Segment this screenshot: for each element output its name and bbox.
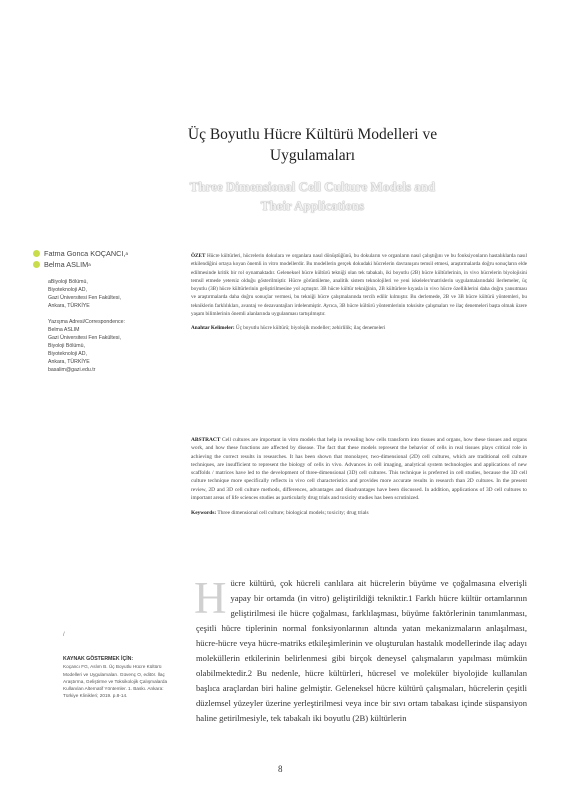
- title-english-line-1: Three Dimensional Cell Culture Models and: [189, 179, 436, 194]
- affiliation-line: Biyoteknoloji AD,: [48, 287, 87, 293]
- abstract-section: [191, 436, 527, 518]
- citation-text: Koçancı FG, Aslım B. Üç Boyutlu Hücre Kültürü Modelleri ve Uygulamaları. Güvenç O, editör. İlaç Araştırma, Geliştirme ve Toksikolojik Çalışmalarda Kullanılan Alternatif Yöntemler. 1. Baskı. Ankara: Türkiye Klinikleri; 2019. p.8-14.: [63, 664, 168, 699]
- ozet-keywords: [191, 324, 527, 332]
- citation-slash: /: [63, 632, 65, 638]
- author-sidebar: [44, 248, 168, 374]
- page-number: 8: [278, 764, 283, 774]
- title-turkish-line-2: Uygulamaları: [269, 147, 356, 164]
- correspondence-line: Gazi Üniversitesi Fen Fakültesi,: [48, 335, 121, 341]
- body-paragraph: ücre kültürü, çok hücreli canlılara ait hücrelerin büyüme ve çoğalmasına elverişli yapay bir ortamda (in vitro) geliştirildiği tekniktir.1 Farklı hücre kültür ortamlarının geliştirilmesi ile hücre çoğalması, farklılaşması, büyüme faktörlerinin tanımlanması, çeşitli hücre tiplerinin normal fonksiyonlarının altında yatan mekanizmaların anlaşılması, hücre-hücre veya hücre-matriks etkileşimlerinin ve oluşturulan hastalık modellerinde ilaç adayı moleküllerin etkilerinin belirlenmesi gibi birçok deneysel çalışmaların yapılması mümkün olabilmektedir.2 Bu nedenle, hücre kültürleri, hücresel ve moleküler biyolojide kullanılan başlıca araçlardan biri haline gelmiştir. Geleneksel hücre kültürü çalışmaları, hücrelerin çeşitli düzlemsel yüzeyler üzerine yerleştirilmesi veya ince bir sıvı ortam tabakası içinde süspansiyon haline getirilmesiyle, tek tabakalı iki boyutlu (2B) kültürlerin: [196, 578, 527, 723]
- correspondence-line: Biyoloji Bölümü,: [48, 343, 85, 349]
- correspondence-line: Biyoteknoloji AD,: [48, 351, 87, 357]
- ozet-keywords-label: Anahtar Kelimeler:: [191, 325, 235, 332]
- body-text: [194, 573, 527, 726]
- drop-cap: H: [194, 573, 227, 623]
- affiliation-line: Gazi Üniversitesi Fen Fakültesi,: [48, 295, 121, 301]
- citation-heading: KAYNAK GÖSTERMEK İÇİN:: [63, 656, 134, 662]
- abstract-text: Cell cultures are important in vitro models that help in revealing how cells transform into tissues and organs, how these tissues and organs work, and how these functions are affected by disease. The fact that these models represent the behavior of cells in real tissues plays critical role in achieving the correct results in researches. It has been shown that monolayer, two-dimensional (2D) cell cultures, which are traditional cell culture techniques, are insufficient to represent the biology of cells in vivo. Advances in cell imaging, analytical system technologies and applications of new scaffolds / matrices have led to the development of three-dimensional (3D) cell cultures. This technique is preferred in cell studies, because the 3D cell culture technique more specifically reflects in vivo cell characteristics and provides more accurate results in research than 2D cultures. In the present review, 2D and 3D cell culture methods, differences, advantages and disadvantages have been discussed. In addition, applications of 3D cell cultures to important areas of life sciences studies as particularly drug trials and toxicity studies has been scrutinized.: [191, 437, 527, 502]
- abstract-keywords: [191, 509, 527, 517]
- ozet-label: ÖZET: [191, 253, 206, 259]
- author-1-name: Fatma Gonca KOÇANCI,: [44, 249, 126, 258]
- orcid-icon: [33, 250, 40, 257]
- title-english-line-2: Their Applications: [260, 198, 365, 213]
- ozet-text: Hücre kültürleri, hücrelerin dokulara ve organlara nasıl dönüştüğünü, bu dokuların ve organların nasıl çalıştığını ve bu fonksiyonların hastalıklarda nasıl etkilendiğini ortaya koyan önemli in vitro modellerdir. Bu modellerin gerçek dokudaki hücrelerin davranışını temsil etmesi, araştırmalarda doğru sonuçların elde edilmesinde kritik bir rol oynamaktadır. Geleneksel hücre kültürü tekniği olan tek tabakalı, iki boyutlu (2B) hücre kültürlerinin, in vivo hücrelerin biyolojisini temsil etmede yetersiz olduğu gösterilmiştir. Hücre görüntüleme, analitik sistem teknolojileri ve yeni iskeleler/matrislerin uygulamalarındaki ilerlemeler, üç boyutlu (3B) hücre kültürlerinin geliştirilmesine yol açmıştır. 3B hücre kültür tekniğinin, 2B kültürlere kıyasla in vivo hücre özelliklerini daha doğru yansıtması ve araştırmalarda daha doğru sonuçlar vermesi, bu tekniği hücre çalışmalarında tercih edilir kılmıştır. Bu derlemede, 2B ve 3B hücre kültürü yöntemleri, bu tekniklerin farklılıkları, avantaj ve dezavantajları irdelenmiştir. Ayrıca, 3B hücre kültürü yöntemlerinin toksisite çalışmaları ve ilaç denemeleri başta olmak üzere yaşam bilimlerinin önemli alanlarında uygulanması tartışılmıştır.: [191, 253, 527, 318]
- ozet-keywords-text: Üç boyutlu hücre kültürü; biyolojik modeller; zehirlilik; ilaç denemeleri: [235, 325, 386, 332]
- correspondence-line: Ankara, TÜRKİYE: [48, 359, 90, 365]
- author-1-sup: a: [125, 251, 129, 256]
- ozet-section: [191, 252, 527, 333]
- title-english: [150, 177, 475, 215]
- affiliation-line: Ankara, TÜRKİYE: [48, 303, 90, 309]
- author-2: [33, 259, 168, 270]
- correspondence-line: Yazışma Adresi/Correspondence:: [48, 319, 125, 325]
- orcid-icon: [33, 261, 40, 268]
- correspondence: [48, 318, 168, 374]
- author-2-name: Belma ASLIM: [44, 260, 89, 269]
- abstract-keywords-label: Keywords:: [191, 510, 217, 517]
- author-2-sup: a: [88, 262, 91, 267]
- correspondence-email[interactable]: basalim@gazi.edu.tr: [48, 367, 96, 373]
- title-turkish: [150, 124, 475, 166]
- affiliation-line: aBiyoloji Bölümü,: [48, 279, 88, 285]
- abstract-keywords-text: Three dimensional cell culture; biological models; toxicity; drug trials: [217, 510, 369, 517]
- abstract-label: ABSTRACT: [191, 437, 221, 443]
- author-1: [33, 248, 168, 259]
- title-turkish-line-1: Üç Boyutlu Hücre Kültürü Modelleri ve: [187, 126, 438, 143]
- correspondence-line: Belma ASLIM: [48, 327, 80, 333]
- citation-block: [63, 656, 175, 700]
- affiliation: [48, 278, 168, 310]
